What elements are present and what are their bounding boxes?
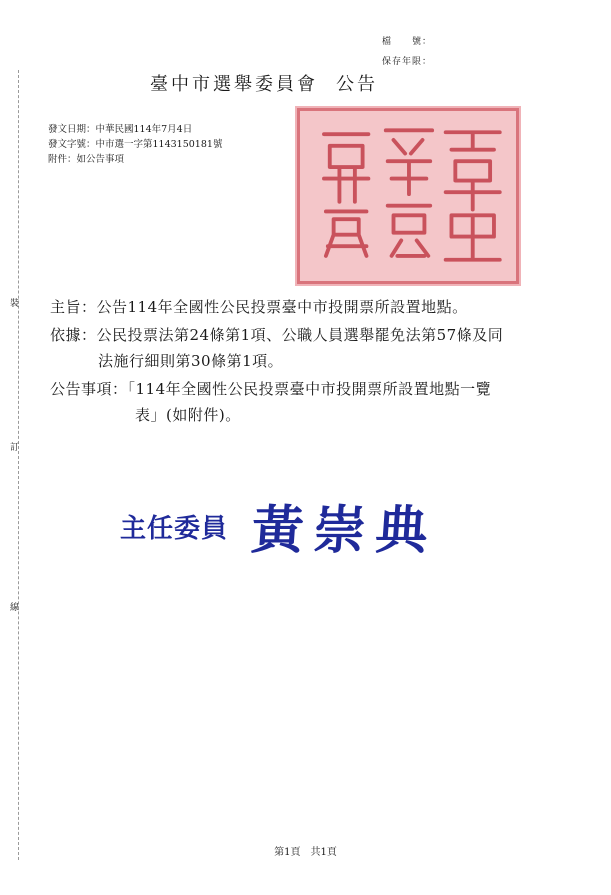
notice-items-line-2: 表」(如附件)。 (135, 406, 241, 424)
notice-items-line-1: 公告事項：「114年全國性公民投票臺中市投開票所設置地點一覽 (50, 380, 492, 398)
issue-number: 發文字號：中市選一字第1143150181號 (48, 139, 223, 150)
page-number: 第1頁 共1頁 (274, 847, 337, 858)
chief-commissioner-signature (120, 488, 480, 578)
retention-period-label: 保存年限： (382, 57, 433, 67)
issue-attachment: 附件：如公告事項 (48, 154, 125, 165)
binding-mark-zhuang: 裝 (10, 299, 20, 309)
official-seal-stamp (297, 108, 519, 284)
title-org: 臺中市選舉委員會 (150, 74, 318, 95)
title-kind: 公告 (336, 74, 378, 95)
signature-name: 黃崇典 (249, 500, 440, 561)
binding-line (18, 70, 19, 860)
binding-mark-ding: 訂 (10, 443, 20, 453)
basis-line-2: 法施行細則第30條第1項。 (98, 352, 284, 370)
file-number-label: 檔 號： (382, 37, 433, 47)
page-title (150, 70, 378, 96)
signature-title: 主任委員 (120, 514, 229, 544)
basis-line-1: 依據：公民投票法第24條第1項、公職人員選舉罷免法第57條及同 (50, 326, 504, 344)
subject-line: 主旨：公告114年全國性公民投票臺中市投開票所設置地點。 (50, 298, 468, 316)
issue-date: 發文日期：中華民國114年7月4日 (48, 124, 193, 135)
binding-mark-xian: 線 (10, 603, 20, 613)
seal-glyphs (300, 111, 516, 281)
